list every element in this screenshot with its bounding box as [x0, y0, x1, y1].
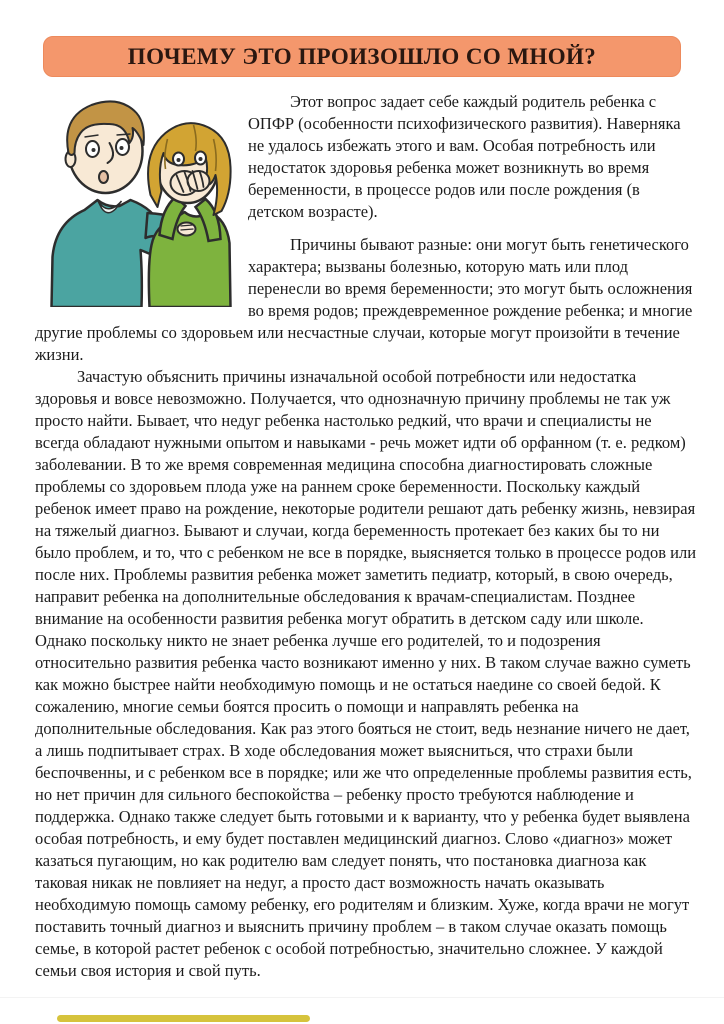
paragraph-intro: Этот вопрос задает себе каждый родитель ребенка с ОПФР (особенности психофизического развития). Наверняка не удалось избежать этого и вам. Особая потребность или недостаток здоровья ребенка может возникнуть во время беременности, в процессе родов или после рождения (в детском возрасте). [248, 92, 681, 221]
article-body [0, 77, 724, 982]
page-title: ПОЧЕМУ ЭТО ПРОИЗОШЛО СО МНОЙ? [127, 43, 597, 69]
parents-cartoon-drawing [35, 95, 240, 307]
paragraph-main: Зачастую объяснить причины изначальной особой потребности или недостатка здоровья и вовсе невозможно. Получается, что однозначную причину проблемы не так уж просто найти. Бывает, что недуг ребенка настолько редкий, что врачи и специалисты не всегда обладают нужными опытом и навыками - речь может идти об орфанном (т. е. редком) заболевании. В то же время современная медицина способна диагностировать сложные проблемы со здоровьем плода уже на раннем сроке беременности. Поскольку каждый ребенок имеет право на рождение, некоторые родители решают дать ребенку жизнь, невзирая на тяжелый диагноз. Бывают и случаи, когда беременность протекает без каких бы то ни было проблем, и то, что с ребенком не все в порядке, выясняется только в процессе родов или после них. Проблемы развития ребенка может заметить педиатр, который, в свою очередь, направит ребенка на дополнительные обследования к врачам-специалистам. Позднее внимание на особенности развития ребенка могут обратить в детском саду или школе. Однако поскольку никто не знает ребенка лучше его родителей, то и подозрения относительно развития ребенка часто возникают именно у них. В таком случае важно суметь как можно быстрее найти необходимую помощь и не остаться наедине со своей бедой. К сожалению, многие семьи боятся просить о помощи и направлять ребенка на дополнительные обследования. Как раз этого бояться не стоит, ведь незнание ничего не дает, а лишь подпитывает страх. В ходе обследования может выясниться, что страхи были беспочвенны, и с ребенком все в порядке; или же что определенные проблемы развития есть, но нет причин для сильного беспокойства – ребенку просто требуются наблюдение и поддержка. Однако также следует быть готовыми и к варианту, что у ребенка будет выявлена особая потребность, и ему будет поставлен медицинский диагноз. Слово «диагноз» может казаться пугающим, но как родителю вам следует понять, что постановка диагноза как таковая никак не повлияет на недуг, а просто даст возможность начать оказывать необходимую помощь самому ребенку, его родителям и близким. Хуже, когда врачи не могут поставить точный диагноз и выяснить причину проблем – в таком случае оказать помощь семье, в которой растет ребенок с особой потребностью, значительно сложнее. У каждой семьи своя история и свой путь. [35, 367, 697, 980]
scan-artifact-line [0, 997, 724, 998]
parents-illustration [35, 95, 240, 307]
paragraph-causes: Причины бывают разные: они могут быть генетического характера; вызваны болезнью, которую мать или плод перенесли во время беременности; это могут быть осложнения во время родов; преждевременное рождение ребенка; и многие другие проблемы со здоровьем или несчастные случаи, которые могут произойти в течение жизни. [35, 235, 693, 364]
bottom-accent-bar [57, 1015, 310, 1022]
title-banner [43, 36, 681, 77]
